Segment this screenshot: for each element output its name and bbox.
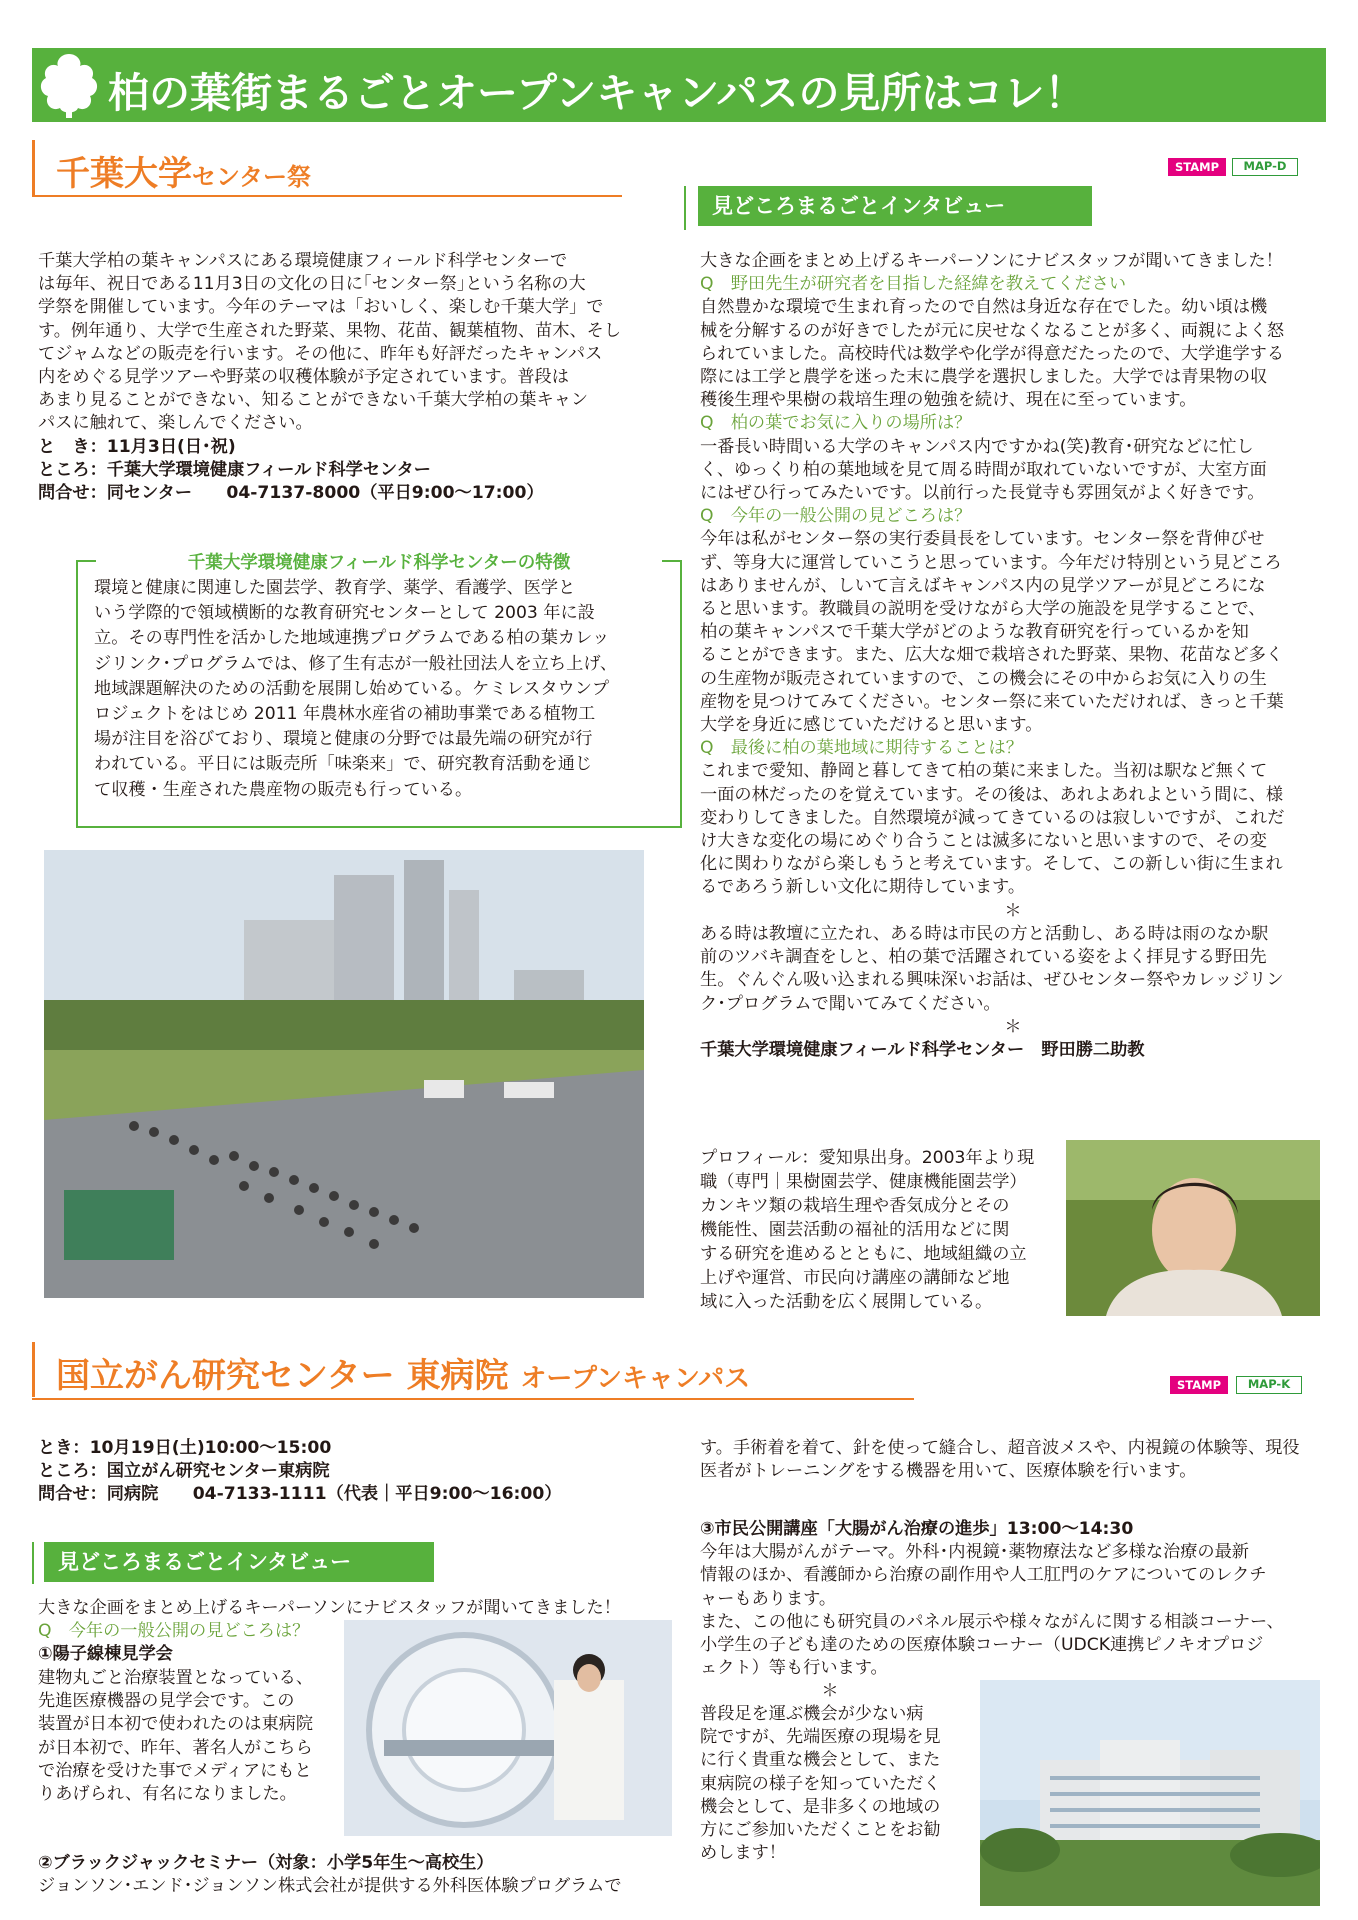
text-line: 柏の葉キャンパスで千葉大学がどのような教育研究を行っているかを知	[700, 622, 1249, 643]
text-line: 院ですが、先端医療の現場を見	[700, 1727, 941, 1748]
text-line: 生。ぐんぐん吸い込まれる興味深いお話は、ぜひセンター祭やカレッジリン	[700, 970, 1284, 991]
text-line: く、ゆっくり柏の葉地域を見て周る時間が取れていないですが、大室方面	[700, 459, 1267, 480]
item-title: ①陽子線棟見学会	[38, 1644, 173, 1665]
separator-asterisk: ＊	[1004, 1016, 1022, 1037]
event-location: ところ：国立がん研究センター東病院	[38, 1461, 330, 1482]
text-line: 今年は大腸がんがテーマ。外科･内視鏡･薬物療法など多様な治療の最新	[700, 1542, 1249, 1563]
event-contact: 問合せ：同センター 04-7137-8000（平日9:00～17:00）	[38, 483, 544, 504]
text-line: はありませんが、しいて言えばキャンパス内の見学ツアーが見どころにな	[700, 575, 1266, 596]
text-line: 前のツバキ調査をしと、柏の葉で活躍されている姿をよく拝見する野田先	[700, 947, 1267, 968]
text-line: ク･プログラムで聞いてみてください。	[700, 993, 1001, 1014]
item-title: ②ブラックジャックセミナー（対象：小学5年生～高校生）	[38, 1853, 494, 1873]
section1-title	[56, 146, 311, 195]
hospital-photo	[980, 1680, 1320, 1906]
section2-closing	[700, 1703, 980, 1865]
map-badge: MAP-K	[1236, 1376, 1302, 1394]
section-accent-bar	[32, 140, 35, 195]
text-line: 今年は私がセンター祭の実行委員長をしています。センター祭を背伸びせ	[700, 529, 1265, 550]
text-line: ある時は教壇に立たれ、ある時は市民の方と活動し、ある時は雨のなか駅	[700, 923, 1269, 944]
text-line: 大きな企画をまとめ上げるキーパーソンにナビスタッフが聞いてきました！	[700, 251, 1283, 271]
text-line: に行く貴重な機会として、また	[700, 1750, 941, 1771]
section2-info	[38, 1437, 678, 1507]
proton-facility-photo	[344, 1620, 672, 1836]
festival-photo	[44, 850, 644, 1298]
event-location: ところ：千葉大学環境健康フィールド科学センター	[38, 459, 431, 480]
section1-title-main: 千葉大学	[56, 154, 192, 194]
section2-item2	[38, 1852, 678, 1898]
stamp-badge: STAMP	[1168, 158, 1226, 176]
text-line: 上げや運営、市民向け講座の講師など地	[700, 1268, 1010, 1288]
text-line: 情報のほか、看護師から治療の副作用や人工肛門のケアについてのレクチ	[700, 1565, 1267, 1586]
section1-title-sub: センター祭	[192, 163, 312, 191]
section2-title-sub: オープンキャンパス	[520, 1364, 751, 1394]
text-line: は毎年、祝日である11月3日の文化の日に｢センター祭｣という名称の大	[38, 274, 586, 295]
section-accent-bar	[32, 1342, 35, 1397]
section2-underline	[32, 1398, 914, 1400]
text-line: の生産物が販売されていますので、この機会にその中からお気に入りの生	[700, 668, 1267, 689]
text-line: いう学際的で領域横断的な教育研究センターとして 2003 年に設	[94, 603, 595, 624]
feature-box-top-left	[76, 560, 96, 562]
question-line: Q 最後に柏の葉地域に期待することは？	[700, 738, 1023, 759]
text-line: け大きな変化の場にめぐり合うことは滅多にないと思いますので、その変	[700, 831, 1267, 852]
text-line: これまで愛知、静岡と暮してきて柏の葉に来ました。当初は駅など無くて	[700, 761, 1268, 782]
section1-intro	[38, 250, 688, 505]
text-line: 千葉大学柏の葉キャンパスにある環境健康フィールド科学センターで	[38, 251, 568, 271]
event-date: とき：10月19日(土)10:00～15:00	[38, 1438, 332, 1458]
leaf-icon	[36, 50, 102, 120]
section1-interview-tab: 見どころまるごとインタビュー	[698, 186, 1092, 226]
item-title: ③市民公開講座「大腸がん治療の進歩」13:00～14:30	[700, 1519, 1134, 1539]
text-line: す。手術着を着て、針を使って縫合し、超音波メスや、内視鏡の体験等、現役	[700, 1438, 1300, 1458]
text-line: ジョンソン･エンド･ジョンソン株式会社が提供する外科医体験プログラムで	[38, 1876, 622, 1897]
text-line: 内をめぐる見学ツアーや野菜の収穫体験が予定されています。普段は	[38, 367, 569, 388]
text-line: 学祭を開催しています。今年のテーマは「おいしく、楽しむ千葉大学」で	[38, 297, 604, 318]
text-line: 環境と健康に関連した園芸学、教育学、薬学、看護学、医学と	[94, 578, 576, 598]
question-line: Q 柏の葉でお気に入りの場所は？	[700, 413, 972, 434]
text-line: 建物丸ごと治療装置となっている、	[38, 1668, 314, 1688]
section2-title	[56, 1348, 750, 1397]
separator-asterisk: ＊	[821, 1681, 839, 1701]
text-line: ず、等身大に運営していこうと思っています。今年だけ特別という見どころ	[700, 552, 1282, 573]
question-line: Q 今年の一般公開の見どころは？	[38, 1621, 310, 1642]
text-line: めします！	[700, 1843, 786, 1864]
text-line: 自然豊かな環境で生まれ育ったので自然は身近な存在でした。幼い頃は機	[700, 297, 1268, 318]
separator-asterisk: ＊	[1004, 900, 1022, 921]
text-line: ることができます。また、広大な畑で栽培された野菜、果物、花苗など多く	[700, 645, 1284, 666]
text-line: カンキツ類の栽培生理や香気成分とその	[700, 1196, 1010, 1216]
text-line: 東病院の様子を知っていただく	[700, 1773, 941, 1794]
text-line: 化に関わりながら楽しもうと考えています。そして、この新しい街に生まれ	[700, 854, 1283, 875]
text-line: るであろう新しい文化に期待しています。	[700, 877, 1026, 898]
text-line: りあげられ、有名になりました。	[38, 1784, 297, 1805]
text-line: て収穫・生産された農産物の販売も行っている。	[94, 779, 473, 800]
text-line: する研究を進めるとともに、地域組織の立	[700, 1244, 1027, 1264]
feature-box-top-right	[662, 560, 682, 562]
text-line: 小学生の子ども達のための医療体験コーナー（UDCK連携ピノキオプロジ	[700, 1635, 1264, 1656]
text-line: 普段足を運ぶ機会が少ない病	[700, 1704, 924, 1724]
text-line: パスに触れて、楽しんでください。	[38, 413, 313, 434]
text-line: あまり見ることができない、知ることができない千葉大学柏の葉キャン	[38, 390, 589, 411]
text-line: 大学を身近に感じていただけると思います。	[700, 715, 1043, 736]
event-date: と き：11月3日(日･祝)	[38, 436, 236, 457]
text-line: で治療を受けた事でメディアにもと	[38, 1760, 312, 1781]
text-line: 産物を見つけてみてください。センター祭に来ていただければ、きっと千葉	[700, 691, 1284, 712]
portrait-photo	[1066, 1140, 1320, 1316]
section1-interview	[700, 250, 1326, 1062]
text-line: 穫後生理や果樹の栽培生理の勉強を続け、現在に至っています。	[700, 390, 1197, 411]
text-line: われている。平日には販売所「味楽来」で、研究教育活動を通じ	[94, 754, 593, 775]
text-line: 域に入った活動を広く展開している。	[700, 1292, 993, 1312]
feature-text	[94, 576, 674, 803]
section2-title-main: 国立がん研究センター 東病院	[56, 1356, 509, 1396]
profile-name: 千葉大学環境健康フィールド科学センター 野田勝二助教	[700, 1039, 1145, 1060]
text-line: また、この他にも研究員のパネル展示や様々ながんに関する相談コーナー、	[700, 1611, 1284, 1632]
text-line: にはぜひ行ってみたいです。以前行った長覚寺も雰囲気がよく好きです。	[700, 483, 1265, 504]
text-line: 機会として、是非多くの地域の	[700, 1796, 941, 1817]
text-line: が日本初で、昨年、著名人がこちら	[38, 1737, 313, 1758]
text-line: 変わりしてきました。自然環境が減ってきているのは寂しいですが、これだ	[700, 807, 1285, 828]
stamp-badge: STAMP	[1170, 1376, 1228, 1394]
text-line: 一番長い時間いる大学のキャンパス内ですかね(笑)教育･研究などに忙し	[700, 436, 1254, 457]
text-line: ロジェクトをはじめ 2011 年農林水産省の補助事業である植物工	[94, 704, 596, 725]
section1-underline	[32, 195, 622, 197]
text-line: 械を分解するのが好きでしたが元に戻せなくなることが多く、両親によく怒	[700, 320, 1285, 341]
text-line: プロフィール：愛知県出身。2003年より現	[700, 1148, 1035, 1168]
section2-item1	[38, 1667, 338, 1806]
text-line: 医者がトレーニングをする機器を用いて、医療体験を行います。	[700, 1461, 1197, 1482]
text-line: ると思います。教職員の説明を受けながら大学の施設を見学することで、	[700, 599, 1266, 620]
text-line: 一面の林だったのを覚えています。その後は、あれよあれよという間に、様	[700, 784, 1284, 805]
text-line: ジリンク･プログラムでは、修了生有志が一般社団法人を立ち上げ、	[94, 653, 618, 674]
text-line: 職（専門｜果樹園芸学、健康機能園芸学）	[700, 1172, 1027, 1192]
text-line: 際には工学と農学を迷った末に農学を選択しました。大学では青果物の収	[700, 367, 1268, 388]
text-line: 機能性、園芸活動の福祉的活用などに関	[700, 1220, 1010, 1240]
text-line: 場が注目を浴びており、環境と健康の分野では最先端の研究が行	[94, 729, 593, 750]
map-badge: MAP-D	[1232, 158, 1298, 176]
feature-title: 千葉大学環境健康フィールド科学センターの特徴	[187, 553, 571, 573]
text-line: 地域課題解決のための活動を展開し始めている。ケミレスタウンプ	[94, 678, 610, 699]
profile-text	[700, 1146, 1060, 1314]
text-line: てジャムなどの販売を行います。その他に、昨年も好評だったキャンパス	[38, 343, 603, 364]
text-line: 先進医療機器の見学会です。この	[38, 1691, 295, 1712]
section2-interview-tab: 見どころまるごとインタビュー	[44, 1542, 434, 1582]
text-line: 立。その専門性を活かした地域連携プログラムである柏の葉カレッ	[94, 628, 610, 649]
text-line: ェクト）等も行います。	[700, 1658, 888, 1679]
question-line: Q 今年の一般公開の見どころは？	[700, 506, 972, 527]
text-line: ャーもあります。	[700, 1588, 837, 1609]
event-contact: 問合せ：同病院 04-7133-1111（代表｜平日9:00～16:00）	[38, 1484, 562, 1505]
question-line: Q 野田先生が研究者を目指した経緯を教えてください	[700, 274, 1127, 295]
section2-right-a	[700, 1437, 1326, 1483]
tab-accent	[32, 1542, 34, 1584]
section2-item3	[700, 1518, 1326, 1680]
text-line: られていました。高校時代は数学や化学が得意だたったので、大学進学する	[700, 343, 1285, 364]
text-line: 装置が日本初で使われたのは東病院	[38, 1714, 314, 1735]
page-title: 柏の葉街まるごとオープンキャンパスの見所はコレ！	[108, 69, 1086, 117]
tab-accent	[684, 186, 686, 230]
text-line: 方にご参加いただくことをお勧	[700, 1820, 941, 1841]
text-line: 大きな企画をまとめ上げるキーパーソンにナビスタッフが聞いてきました！	[38, 1598, 621, 1618]
text-line: す。例年通り、大学で生産された野菜、果物、花苗、観葉植物、苗木、そし	[38, 320, 622, 341]
